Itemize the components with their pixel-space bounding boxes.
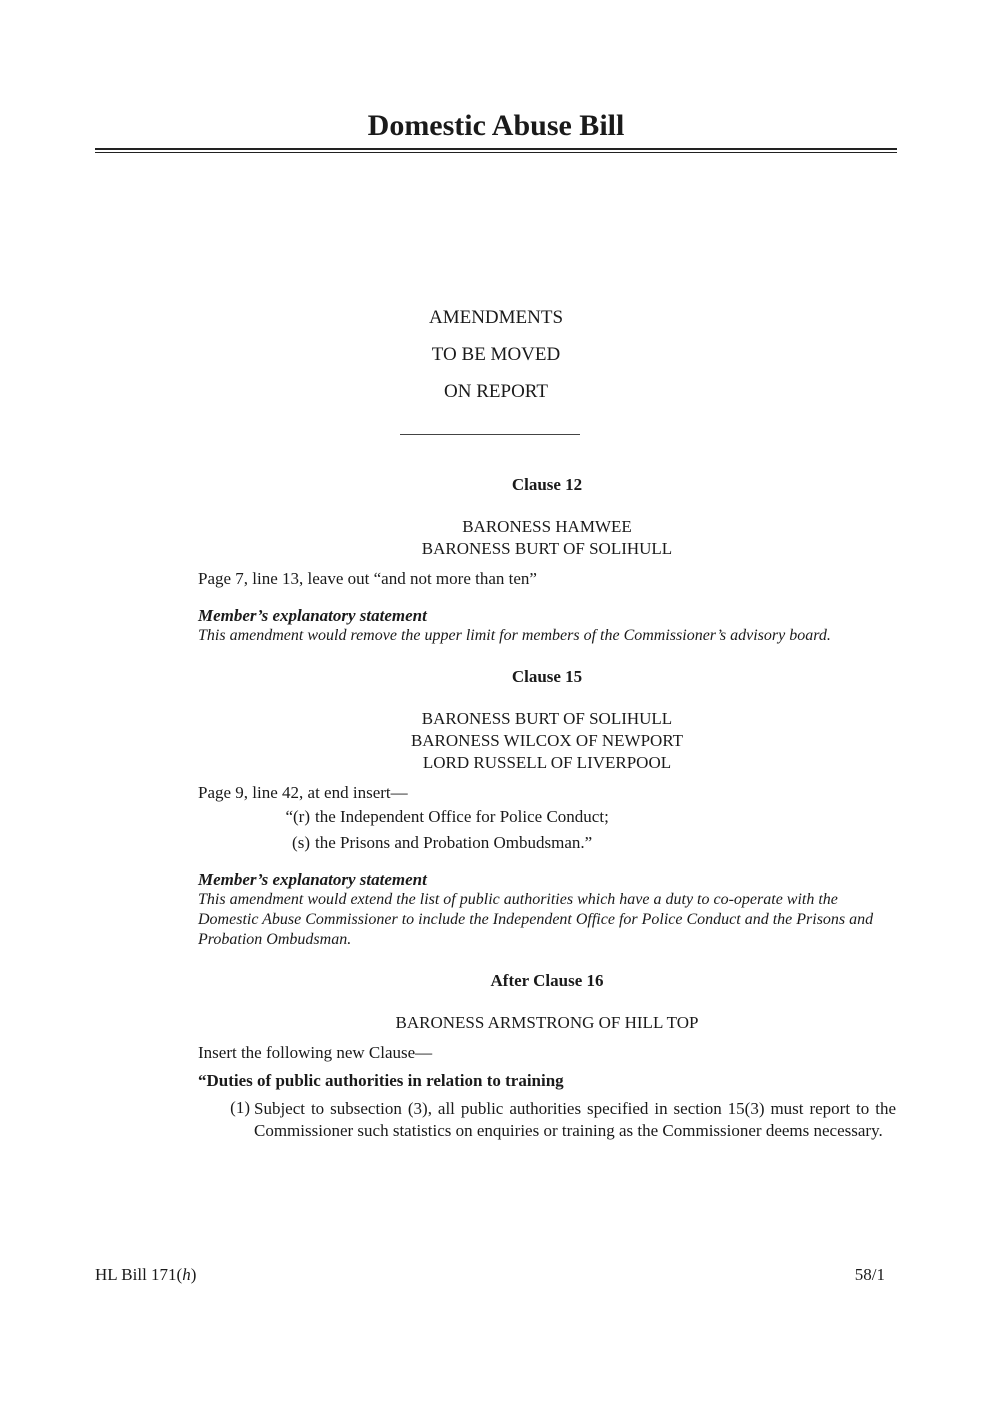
bill-suffix: ) [190,1265,197,1284]
subsection [198,1098,896,1142]
document-title: Domestic Abuse Bill [367,109,625,142]
item-text: the Independent Office for Police Conduct; [315,807,609,826]
item-number: “(r) [285,807,310,826]
bill-reference [95,1265,196,1285]
sponsor-list [198,1012,896,1034]
clause-heading: After Clause 16 [490,971,604,990]
clause-heading: Clause 15 [511,667,583,686]
sponsor-name: BARONESS HAMWEE [462,517,632,536]
item-number: (s) [292,833,310,852]
clause-heading: Clause 12 [511,475,583,494]
bill-prefix: HL Bill 171( [95,1265,183,1284]
title-rule-thick [95,148,897,150]
explanatory-statement: This amendment would remove the upper limit for members of the Commissioner’s advisory board. [198,627,831,644]
inserted-item [266,830,896,856]
inserted-item [266,804,896,830]
sponsor-list [198,516,896,560]
bill-letter: h [182,1265,191,1284]
sponsor-name: BARONESS WILCOX OF NEWPORT [410,731,684,750]
page-reference: 58/1 [854,1265,885,1284]
title-rule-thin [95,152,897,153]
sponsor-list [198,708,896,774]
heading-line: AMENDMENTS [428,307,564,328]
inserted-items [266,804,896,856]
amendment-text: Page 7, line 13, leave out “and not more than ten” [198,569,537,588]
explanatory-statement: This amendment would extend the list of public authorities which have a duty to co-operate with the Domestic Abuse Commissioner to include the Independent Office for Police Conduct and the Prisons and Probation Ombudsman. [198,891,874,948]
amendment-text: Insert the following new Clause— [198,1043,433,1062]
explanatory-statement-title: Member’s explanatory statement [198,606,427,625]
amendments-content [198,474,896,1142]
sponsor-name: BARONESS ARMSTRONG OF HILL TOP [395,1013,699,1032]
new-clause-title: “Duties of public authorities in relation to training [198,1071,564,1090]
explanatory-statement-title: Member’s explanatory statement [198,870,427,889]
sponsor-name: BARONESS BURT OF SOLIHULL [421,709,673,728]
sponsor-name: BARONESS BURT OF SOLIHULL [421,539,673,558]
heading-line: TO BE MOVED [431,344,561,365]
subsection-number: (1) [230,1098,250,1117]
sponsor-name: LORD RUSSELL OF LIVERPOOL [422,753,672,772]
subsection-text: Subject to subsection (3), all public authorities specified in section 15(3) must report to the Commissioner such statistics on enquiries or training as the Commissioner deems necessary. [254,1099,896,1140]
heading-line: ON REPORT [444,381,548,402]
item-text: the Prisons and Probation Ombudsman.” [315,833,593,852]
amendments-heading [95,306,897,417]
section-divider [400,434,580,435]
amendment-text: Page 9, line 42, at end insert— [198,783,408,802]
